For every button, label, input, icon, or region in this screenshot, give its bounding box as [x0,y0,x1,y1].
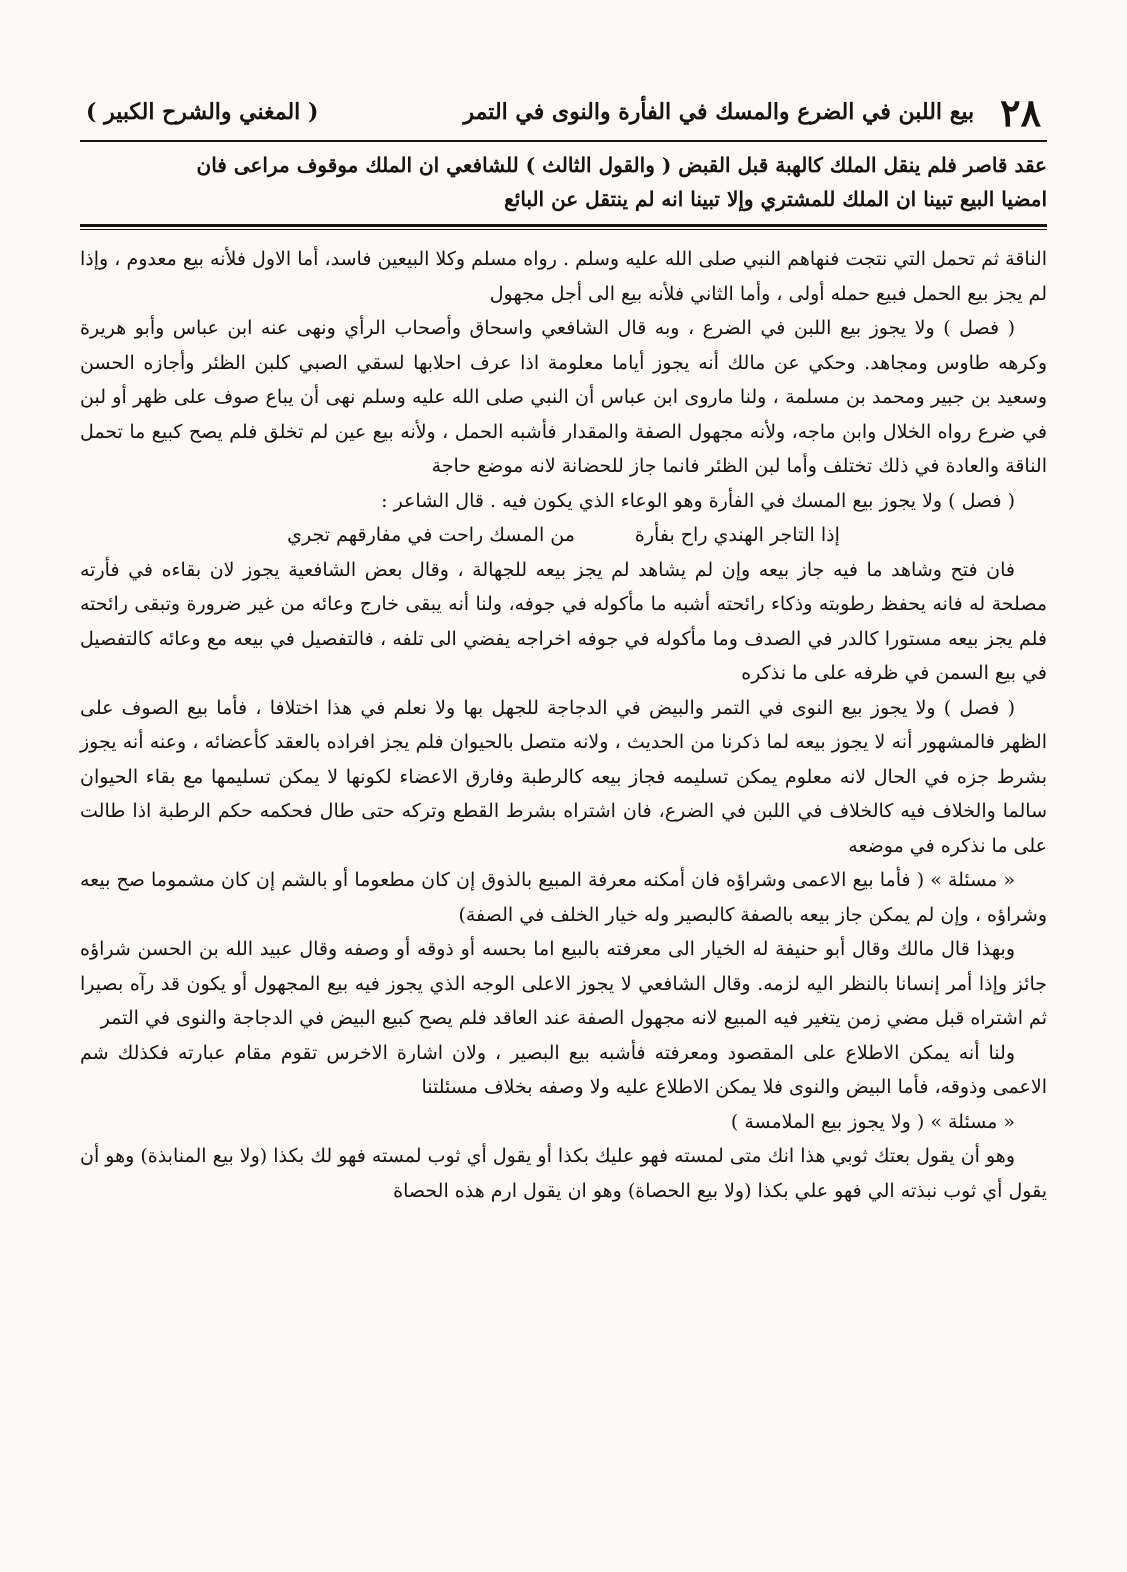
paragraph: « مسئلة » ( فأما بيع الاعمى وشراؤه فان أمكنه معرفة المبيع بالذوق إن كان مطعوما أو بالشم إن كان مشموما صح بيعه وشراؤه ، وإن لم يمكن جاز بيعه بالصفة كالبصير وله خيار الخلف في الصفة) [80,869,1047,926]
poem-verse [80,518,1047,553]
paragraph: ولنا أنه يمكن الاطلاع على المقصود ومعرفته فأشبه بيع البصير ، ولان اشارة الاخرس تقوم مقام عبارته فكذلك شم الاعمى وذوقه، فأما البيض والنوى فلا يمكن الاطلاع عليه ولا وصفه بخلاف مسئلتنا [80,1041,1047,1098]
paragraph: « مسئلة » ( ولا يجوز بيع الملامسة ) [730,1110,1015,1133]
paragraph: ( فصل ) ولا يجوز بيع النوى في التمر والبيض في الدجاجة للجهل بها ولا نعلم في هذا اختلافا ، فأما بيع الصوف على الظهر فالمشهور أنه لا يجوز بيعه لما ذكرنا من الحديث ، ولانه متصل بالحيوان فلم يجز افراده بالعقد كأعضائه ، وعنه أنه يجوز بشرط جزه في الحال لانه معلوم يمكن تسليمه فجاز بيعه كالرطبة وفارق الاعضاء لكونها لا يمكن تسليمها مع بقاء الحيوان سالما والخلاف فيه كالخلاف في اللبن في الضرع، فان اشتراه بشرط القطع وتركه حتى طال فحكمه حكم الرطبة اذا طالت على ما نذكره في موضعه [80,696,1047,857]
section-divider [80,224,1047,230]
running-title: بيع اللبن في الضرع والمسك في الفأرة والنوى في التمر [463,99,975,125]
body-text [80,242,1047,1208]
paragraph: ( فصل ) ولا يجوز بيع اللبن في الضرع ، وبه قال الشافعي واسحاق وأصحاب الرأي ونهى عنه ابن عباس وأبو هريرة وكرهه طاوس ومجاهد. وحكي عن مالك أنه يجوز أياما معلومة اذا عرف احلابها لسقي الصبي كلبن الظئر وأجازه الحسن وسعيد بن جبير ومحمد بن مسلمة ، ولنا ماروى ابن عباس أن النبي صلى الله عليه وسلم نهى أن يباع صوف على ظهر أو لبن في ضرع رواه الخلال وابن ماجه، ولأنه مجهول الصفة والمقدار فأشبه الحمل ، ولأنه بيع عين لم تخلق فلم يصح كبيع ما تحمل الناقة والعادة في ذلك تختلف وأما لبن الظئر فانما جاز للحضانة لانه موضع حاجة [80,317,1047,477]
book-title: ( المغني والشرح الكبير ) [86,99,319,125]
verse-second-hemistich: من المسك راحت في مفارقهم تجري [287,524,575,546]
upper-text-line: امضيا البيع تبينا ان الملك للمشتري وإلا تبينا انه لم ينتقل عن البائع [504,187,1047,211]
paragraph: الناقة ثم تحمل التي نتجت فنهاهم النبي صلى الله عليه وسلم . رواه مسلم وكلا البيعين فاسد، أما الاول فلأنه بيع معدوم ، وإذا لم يجز بيع الحمل فبيع حمله أولى ، وأما الثاني فلأنه بيع الى أجل مجهول [80,248,1047,305]
upper-text-line: عقد قاصر فلم ينقل الملك كالهبة قبل القبض ( والقول الثالث ) للشافعي ان الملك موقوف مراعى فان [196,153,1047,177]
paragraph: وهو أن يقول بعتك ثوبي هذا انك متى لمسته فهو عليك بكذا أو يقول أي ثوب لمسته فهو لك بكذا (ولا بيع المنابذة) وهو أن يقول أي ثوب نبذته الي فهو علي بكذا (ولا بيع الحصاة) وهو ان يقول ارم هذه الحصاة [80,1145,1047,1202]
upper-text-block [80,148,1047,216]
running-head [80,88,1047,136]
paragraph: فان فتح وشاهد ما فيه جاز بيعه وإن لم يشاهد لم يجز بيعه للجهالة ، وقال بعض الشافعية يجوز لان بقاءه في فأرته مصلحة له فانه يحفظ رطوبته وذكاء رائحته أشبه ما مأكوله في جوفه، ولنا أنه يبقى خارج وعائه من غير ضرورة وتبقى رائحته فلم يجز بيعه مستورا كالدر في الصدف وما مأكوله في جوفه اخراجه يفضي الى تلفه ، فالتفصيل في بيعه مع وعائه كالتفصيل في بيع السمن في ظرفه على ما نذكره [80,558,1047,684]
header-rule [80,140,1047,142]
page-number: ٢٨ [1000,89,1041,135]
paragraph: ( فصل ) ولا يجوز بيع المسك في الفأرة وهو الوعاء الذي يكون فيه . قال الشاعر : [381,489,1015,512]
paragraph: وبهذا قال مالك وقال أبو حنيفة له الخيار الى معرفته بالبيع اما بحسه أو ذوقه أو وصفه وقال عبيد الله بن الحسن شراؤه جائز وإذا أمر إنسانا بالنظر اليه لزمه. وقال الشافعي لا يجوز الاعلى الوجه الذي يجوز فيه بيع المجهول أو يكون قد رآه بصيرا ثم اشتراه قبل مضي زمن يتغير فيه المبيع لانه مجهول الصفة عند العاقد فلم يصح كبيع البيض في الدجاجة والنوى في التمر [80,938,1047,1029]
verse-first-hemistich: إذا التاجر الهندي راح بفأرة [634,524,840,546]
